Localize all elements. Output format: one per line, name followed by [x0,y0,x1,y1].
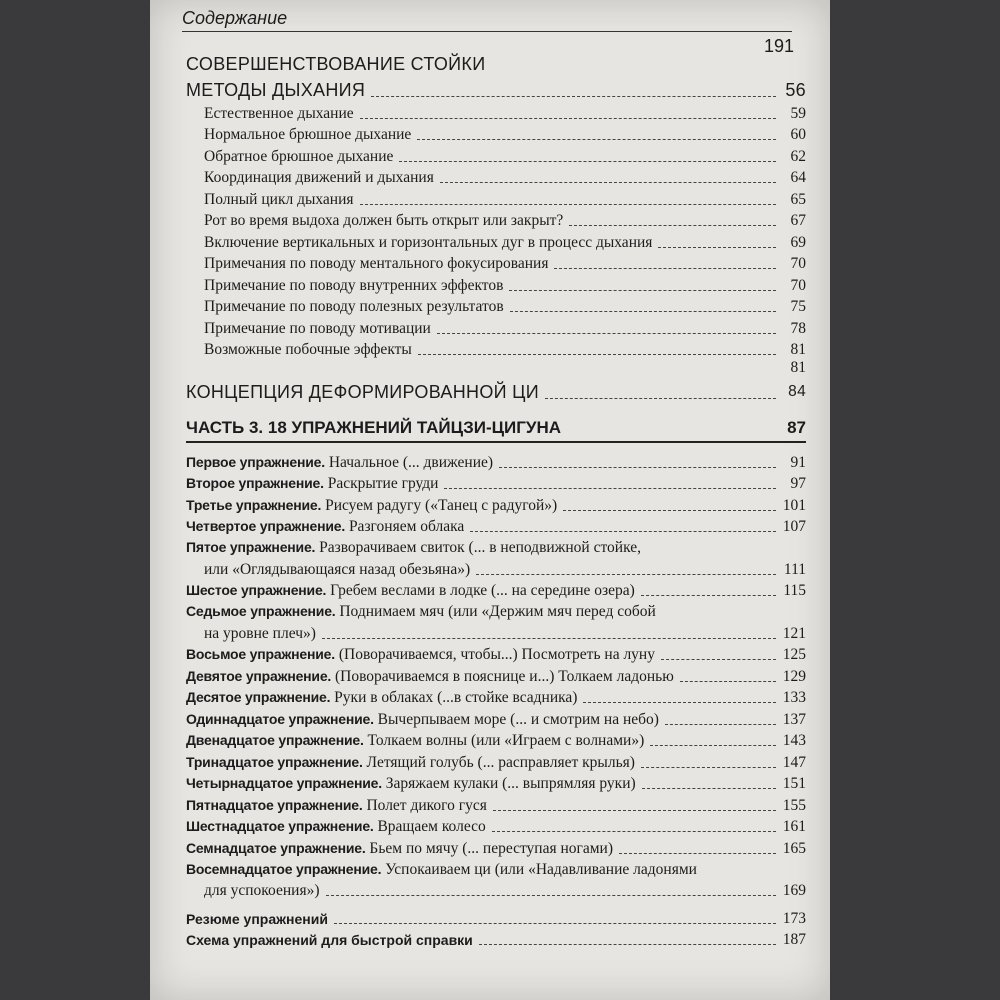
toc-entry-title: Возможные побочные эффекты [204,341,412,358]
toc-entry-title: Примечание по поводу мотивации [204,319,431,337]
dot-leader [661,659,776,660]
exercise-number: Четвертое упражнение. [186,518,346,534]
dot-leader [680,681,776,682]
toc-page: 65 [790,190,806,208]
toc-entry-title: Координация движений и дыхания [204,169,434,186]
dot-leader [399,161,776,162]
dot-leader [360,118,776,119]
exercise-number: Двенадцатое упражнение. [186,732,364,748]
exercise-title: (Поворачиваемся в пояснице и...) Толкаем ладонью [334,667,674,685]
toc-section-title: МЕТОДЫ ДЫХАНИЯ [186,80,366,100]
toc-entry-title: Примечания по поводу ментального фокусирования [204,255,549,272]
exercise-title: (Поворачиваемся, чтобы...) Посмотреть на луну [338,646,655,663]
toc-page: 62 [790,147,806,165]
exercise-number: Тринадцатое упражнение. [186,753,363,770]
dot-leader [569,225,776,226]
toc-entry [186,102,806,124]
dot-leader [418,354,776,355]
toc-exercise [186,451,806,473]
exercise-title: Успокаиваем ци (или «Надавливание ладонями [385,860,697,878]
dot-leader [417,139,776,140]
toc-exercise [186,601,806,644]
dot-leader [641,767,776,768]
toc-entry-title: Обратное брюшное дыхание [204,147,394,165]
toc-page: 78 [790,319,806,337]
toc-section-title: СОВЕРШЕНСТВОВАНИЕ СТОЙКИ [186,54,486,74]
dot-leader [499,467,776,468]
exercise-title: Поднимаем мяч (или «Держим мяч перед собой [339,603,656,620]
toc-entry-title: Естественное дыхание [204,104,354,122]
dot-leader [554,268,776,269]
toc-entry-title: Резюме упражнений [186,910,328,927]
toc-page-only [186,360,806,378]
exercise-title: Вращаем колесо [377,818,486,835]
exercise-number: Шестое упражнение. [186,582,327,598]
toc-entry [186,231,806,253]
toc-exercise [186,644,806,666]
exercise-title: Раскрытие груди [327,475,439,492]
exercise-number: Третье упражнение. [186,496,322,513]
dot-leader [509,290,776,291]
toc-page: 64 [790,169,806,186]
toc-exercise [186,730,806,752]
toc-entry [186,296,806,318]
part-header [186,418,806,443]
exercise-title: Бьем по мячу (... переступая ногами) [369,839,614,857]
exercise-number: Четырнадцатое упражнение. [186,775,382,791]
exercise-title: Рисуем радугу («Танец с радугой») [325,496,558,514]
toc-page: 81 [790,359,806,376]
toc-page: 69 [790,233,806,251]
toc-page: 70 [790,276,806,294]
exercise-number: Девятое упражнение. [186,667,332,684]
exercise-number: Одиннадцатое упражнение. [186,710,374,727]
exercise-title-cont: на уровне плеч») [204,624,316,642]
dot-leader [322,638,776,639]
toc-summary-entry [186,907,806,929]
toc-exercise [186,537,806,580]
toc-entry [186,274,806,296]
exercise-number: Десятое упражнение. [186,689,331,705]
part-title: ЧАСТЬ 3. 18 УПРАЖНЕНИЙ ТАЙЦЗИ-ЦИГУНА [186,418,562,437]
toc-entry [186,317,806,339]
toc-page: 59 [790,104,806,122]
dot-leader [619,853,776,854]
toc-entry-title: Примечание по поводу внутренних эффектов [204,276,504,294]
toc-exercise [186,773,806,795]
toc-page: 173 [782,909,806,927]
exercise-title-cont: или «Оглядывающаяся назад обезьяна») [204,560,471,578]
dot-leader [642,788,776,789]
dot-leader [658,247,776,248]
dot-leader [326,895,777,896]
toc-exercise [186,580,806,602]
exercise-number: Седьмое упражнение. [186,603,336,619]
toc-page: 169 [782,882,806,899]
toc-page: 187 [782,931,806,948]
toc-page: 81 [790,341,806,358]
toc-page: 115 [783,582,806,599]
exercise-number: Первое упражнение. [186,453,325,470]
toc-entry [186,188,806,210]
dot-leader [371,96,776,97]
toc-page: 161 [782,818,806,835]
toc-entry [186,124,806,146]
toc-entry [186,167,806,189]
toc-exercise [186,687,806,709]
toc-exercise [186,816,806,838]
dot-leader [650,745,776,746]
toc-page: 125 [782,646,806,663]
dot-leader [545,398,776,399]
dot-leader [444,488,776,489]
running-title: Содержание [182,8,792,32]
toc-entry-title: Примечание по поводу полезных результатов [204,298,504,315]
toc-section [186,50,806,76]
toc-exercise [186,494,806,516]
toc-page: 133 [782,689,806,706]
dot-leader [437,333,776,334]
toc-entry [186,253,806,275]
toc-entry [186,145,806,167]
toc-summary-entry [186,929,806,951]
toc-entry-title: Рот во время выдоха должен быть открыт или закрыт? [204,212,564,229]
toc-exercise [186,794,806,816]
dot-leader [360,204,776,205]
exercise-number: Пятнадцатое упражнение. [186,796,363,813]
toc-exercise [186,516,806,538]
dot-leader [665,724,776,725]
exercise-title: Руки в облаках (...в стойке всадника) [334,689,578,706]
dot-leader [493,810,776,811]
toc-page: 60 [790,126,806,143]
dot-leader [510,311,776,312]
toc-exercise [186,708,806,730]
toc-page: 121 [782,624,806,642]
exercise-number: Второе упражнение. [186,475,324,491]
exercise-title-cont: для успокоения») [204,882,320,899]
exercise-title: Вычерпываем море (... и смотрим на небо) [377,710,659,728]
toc-page: 143 [782,732,806,749]
book-page [150,0,830,1000]
toc-page: 97 [790,475,806,492]
toc-page: 56 [785,80,806,100]
toc-entry-title: Включение вертикальных и горизонтальных дуг в процесс дыхания [204,233,653,251]
toc-page: 155 [782,796,806,814]
table-of-contents [186,44,806,950]
part-page: 87 [787,418,806,437]
exercise-number: Семнадцатое упражнение. [186,839,366,856]
toc-page: 111 [783,560,806,578]
toc-page: 107 [782,518,806,535]
toc-page: 151 [782,775,806,792]
dot-leader [479,944,776,945]
toc-entry-title: Нормальное брюшное дыхание [204,126,412,143]
toc-page: 70 [790,255,806,272]
toc-page: 67 [790,212,806,229]
exercise-title: Разгоняем облака [348,518,465,535]
toc-page: 101 [782,496,806,514]
toc-exercise [186,859,806,902]
toc-exercise [186,751,806,773]
dot-leader [492,831,776,832]
toc-page: 91 [790,453,806,471]
toc-exercise [186,837,806,859]
toc-page: 137 [782,710,806,728]
dot-leader [641,595,776,596]
toc-page: 129 [782,667,806,685]
exercise-number: Шестнадцатое упражнение. [186,818,374,834]
dot-leader [470,531,776,532]
exercise-title: Начальное (... движение) [328,453,494,471]
toc-page: 165 [782,839,806,857]
toc-section [186,76,806,102]
dot-leader [334,923,776,924]
toc-entry-title: Полный цикл дыхания [204,190,354,208]
dot-leader [476,574,776,575]
toc-exercise [186,665,806,687]
toc-page: 75 [790,298,806,315]
dot-leader [440,182,776,183]
toc-section [186,378,806,404]
toc-section-title: КОНЦЕПЦИЯ ДЕФОРМИРОВАННОЙ ЦИ [186,382,540,402]
dot-leader [583,702,776,703]
toc-exercise [186,473,806,495]
exercise-title: Толкаем волны (или «Играем с волнами») [367,732,645,749]
exercise-title: Разворачиваем свиток (... в неподвижной стойке, [319,539,641,556]
toc-page: 147 [782,753,806,771]
exercise-title: Гребем веслами в лодке (... на середине озера) [330,582,635,599]
toc-entry-title: Схема упражнений для быстрой справки [186,932,473,948]
dot-leader [563,510,776,511]
page-number: 191 [763,36,794,56]
exercise-number: Восемнадцатое упражнение. [186,860,382,877]
toc-entry [186,339,806,361]
toc-entry [186,210,806,232]
exercise-title: Полет дикого гуся [366,796,487,814]
toc-page: 84 [788,383,806,400]
exercise-number: Восьмое упражнение. [186,646,335,662]
exercise-number: Пятое упражнение. [186,539,316,555]
exercise-title: Заряжаем кулаки (... выпрямляя руки) [385,775,636,792]
exercise-title: Летящий голубь (... расправляет крылья) [366,753,635,771]
